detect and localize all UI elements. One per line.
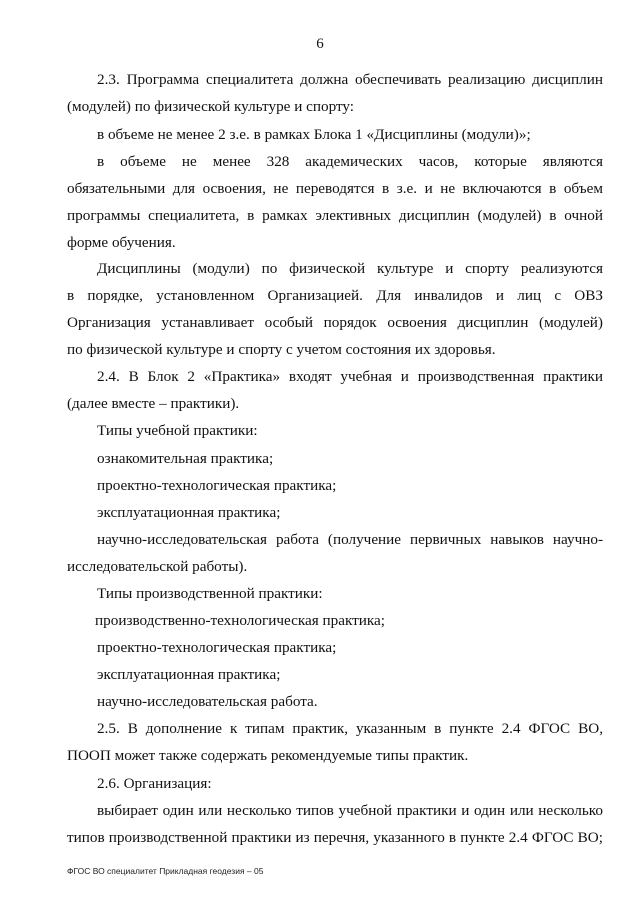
text-line: проектно-технологическая практика; [97,639,337,656]
text-line: проектно-технологическая практика; [97,477,337,494]
page-number: 6 [316,36,324,52]
text-line: выбирает один или несколько типов учебной практики и один или несколько [97,802,603,819]
text-line: (далее вместе – практики). [67,395,240,412]
text-line: научно-исследовательская работа. [97,693,318,710]
text-line: эксплуатационная практика; [97,504,281,521]
text-line: эксплуатационная практика; [97,666,281,683]
text-line: Типы производственной практики: [97,585,323,602]
text-line: по физической культуре и спорту с учетом состояния их здоровья. [67,341,496,358]
text-line: в объеме не менее 328 академических часов, которые являются [97,153,603,170]
text-line: 2.5. В дополнение к типам практик, указанным в пункте 2.4 ФГОС ВО, [97,720,603,737]
text-line: типов производственной практики из перечня, указанного в пункте 2.4 ФГОС ВО; [67,829,603,846]
text-line: в объеме не менее 2 з.е. в рамках Блока 1 «Дисциплины (модули)»; [97,126,531,143]
text-line: 2.3. Программа специалитета должна обеспечивать реализацию дисциплин [97,71,603,88]
text-line: производственно-технологическая практика; [95,612,386,629]
text-line: обязательными для освоения, не переводятся в з.е. и не включаются в объем [67,180,603,197]
text-line: 2.4. В Блок 2 «Практика» входят учебная и производственная практики [97,368,603,385]
text-line: ознакомительная практика; [97,450,274,467]
text-line: научно-исследовательская работа (получение первичных навыков научно- [97,531,603,548]
text-line: исследовательской работы). [67,558,248,575]
text-line: Типы учебной практики: [97,422,258,439]
text-line: Организация устанавливает особый порядок освоения дисциплин (модулей) [67,314,603,331]
text-line: Дисциплины (модули) по физической культуре и спорту реализуются [97,260,603,277]
page-footer: ФГОС ВО специалитет Прикладная геодезия – 05 [67,866,264,876]
text-line: в порядке, установленном Организацией. Для инвалидов и лиц с ОВЗ [67,287,603,304]
text-line: (модулей) по физической культуре и спорту: [67,98,355,115]
text-line: ПООП может также содержать рекомендуемые типы практик. [67,747,469,764]
text-line: 2.6. Организация: [97,775,212,792]
text-line: форме обучения. [67,234,176,251]
text-line: программы специалитета, в рамках элективных дисциплин (модулей) в очной [67,207,603,224]
